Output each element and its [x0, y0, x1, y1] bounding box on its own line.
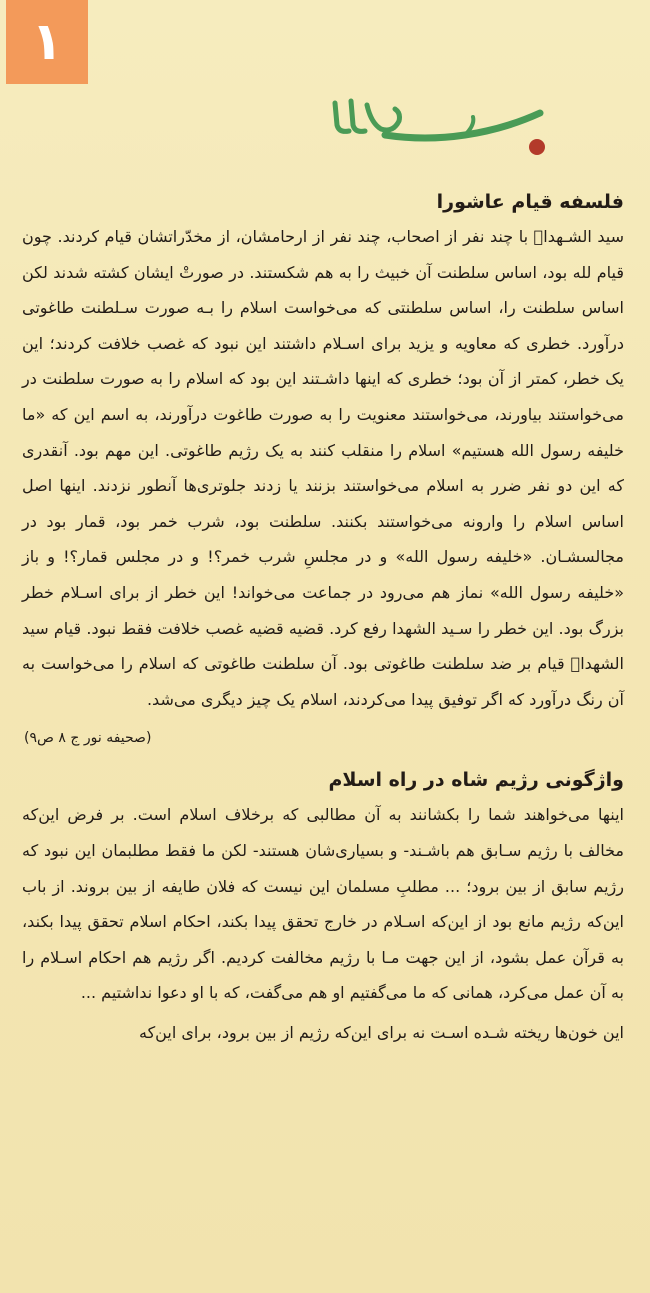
section-body-regime: اینها می‌خواهند شما را بکشانند به آن مطالبی که برخلاف اسلام است. بر فرض این‌که مخالف با رژیم سـابق هم باشـند- و بسیاری‌شان هستند- لکن ما فقط مطلبمان این نبود که رژیم سابق از بین برود؛ ... مطلبِ مسلمان این نیست که فلان طایفه از بین بروند. از باب این‌که رژیم مانع بود از این‌که اسـلام در خارج تحقق پیدا بکند، احکام اسلام تحقق پیدا بکند، به قرآن عمل بشود، از این جهت مـا با رژیم مخالفت کردیم. اگر رژیم هم احکام اسـلام را به آن عمل می‌کرد، همانی که ما می‌گفتیم او هم می‌گفت، که با او دعوا نداشتیم ...: [22, 805, 624, 1003]
article-content: [22, 185, 624, 1050]
source-citation: (صحیفه نور ج ۸ ص۹): [24, 730, 152, 747]
section-title-regime: واژگونی رژیم شاه در راه اسلام: [328, 769, 624, 792]
page-number: ۱: [31, 12, 63, 72]
section-body-ashura: سید الشـهداؑ با چند نفر از اصحاب، چند نفر از ارحامشان، از مخدّراتشان قیام کردند. چون قیام لله بود، اساس سلطنت آن خبیث را به هم شکستند. در صورتْ ایشان کشته شدند لکن اساس سلطنت را، اساس سلطنتی که می‌خواست اسلام را بـه صورت سـلطنت طاغوتی درآورد. خطری که معاویه و یزید برای اسـلام داشتند این نبود که غصب خلافت کردند؛ این یک خطر، کمتر از آن بود؛ خطری که اینها داشـتند این بود که اسلام را به صورت سلطنت در می‌خواستند بیاورند، می‌خواستند معنویت را به صورت طاغوت درآورند، به اسم این که «ما خلیفه رسول الله هستیم» اسلام را منقلب کنند به یک رژیم طاغوتی. این مهم بود. آنقدری که این دو نفر ضرر به اسلام می‌خواستند بزنند یا زدند جلوتری‌ها آنطور نزدند. اینها اصل اساس اسلام را وارونه می‌خواستند بکنند. سلطنت بود، شرب خمر بود، قمار بود در مجالسشـان. «خلیفه رسول الله» و در مجلسِ شرب خمر؟! و در مجلس قمار؟! و باز «خلیفه رسول الله» نماز هم می‌رود در جماعت می‌خواند! این خطر از برای اسـلام خطر بزرگ بود. این خطر را سـید الشهدا رفع کرد. قضیه قضیه غصب خلافت فقط نبود. قیام سید الشهداؑ قیام بر ضد سلطنت طاغوتی بود. آن سلطنت طاغوتی که اسلام را می‌خواست به آن رنگ درآورد که اگر توفیق پیدا می‌کردند، اسلام یک چیز دیگری می‌شد.: [22, 227, 624, 709]
section-body-continuation: این خون‌ها ریخته شـده اسـت نه برای این‌که رژیم از بین برود، برای این‌که: [138, 1022, 624, 1042]
bismillah-calligraphy-icon: [315, 95, 555, 175]
page-number-badge: [6, 0, 88, 84]
section-title-ashura: فلسفه قیام عاشورا: [436, 191, 624, 213]
